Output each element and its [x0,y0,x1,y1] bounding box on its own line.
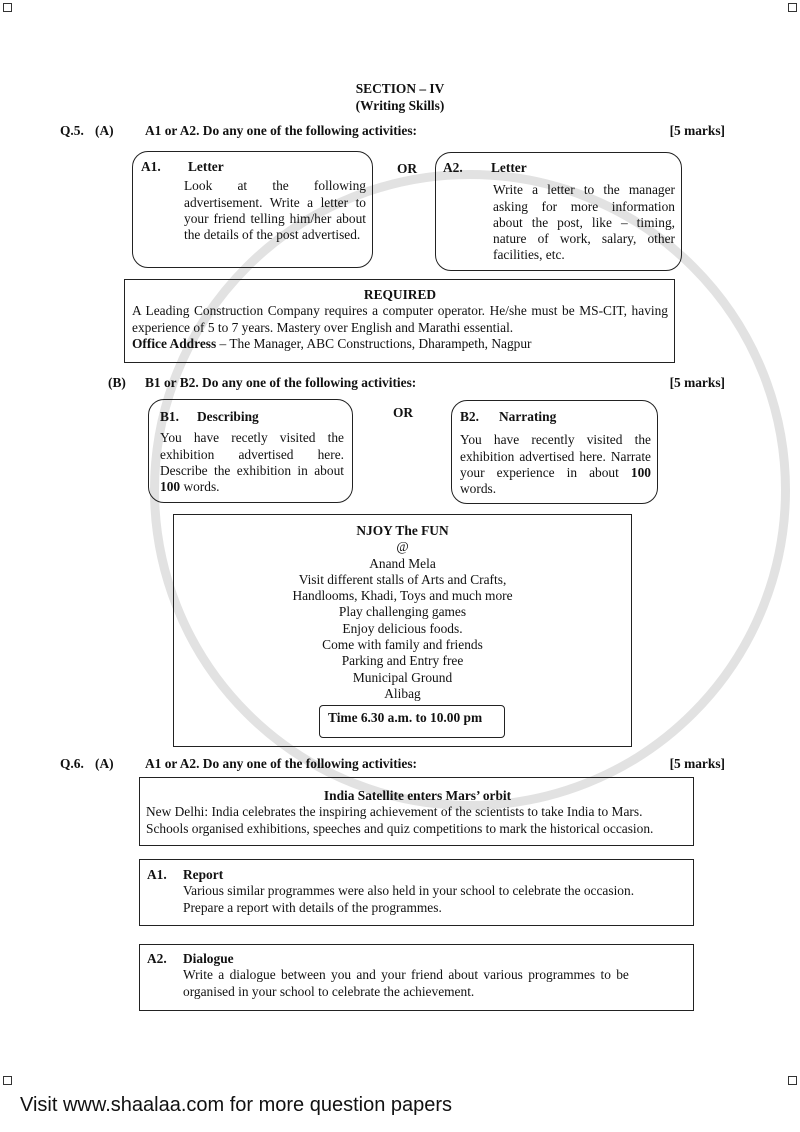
word-count: 100 [630,464,651,480]
poster-content [174,523,631,702]
activity-line: organised in your school to celebrate the achievement. [183,983,475,999]
part-label: (B) [108,375,126,390]
corner-mark [788,3,797,12]
poster-line: Parking and Entry free [341,653,464,669]
activity-body: Write a letter to the manager asking for more information about the post, like – timing, nature of work, salary, other facilities, etc. [493,182,675,263]
poster-line: Enjoy delicious foods. [342,620,463,636]
activity-code: B1. [160,409,179,424]
marks: [5 marks] [669,375,725,390]
address-text: – The Manager, ABC Constructions, Dharampeth, Nagpur [216,335,532,351]
activity-dialogue-box [139,944,694,1011]
ad-heading: REQUIRED [363,287,437,302]
question-number: Q.5. [60,123,84,138]
activity-title: Letter [188,159,224,174]
question-number: Q.6. [60,756,84,771]
activity-body [160,430,344,495]
activity-report-box [139,859,694,926]
news-headline: India Satellite enters Mars’ orbit [323,788,512,803]
poster-time: Time 6.30 a.m. to 10.00 pm [328,710,483,726]
activity-title: Narrating [499,409,557,424]
news-box [139,777,694,846]
activity-header [141,159,366,175]
poster-line: Alibag [384,685,421,701]
poster-time-box [319,705,505,738]
activity-a2-box [435,152,682,271]
ad-body: A Leading Construction Company requires a computer operator. He/she must be MS-CIT, having experience of 5 to 7 years. Mastery over English and Marathi essential. [132,303,668,335]
body-text: You have recetly visited the exhibition advertised here. Describe the exhibition in about [160,430,344,478]
activity-line: Various similar programmes were also held in your school to celebrate the occasion. [183,883,635,899]
activity-header [443,160,675,176]
poster-line: Anand Mela [369,555,436,571]
marks: [5 marks] [669,756,725,771]
activity-header [147,951,689,967]
poster-line: Municipal Ground [352,669,453,685]
activity-body [460,432,651,497]
poster-line: @ [396,539,409,555]
part-label: (A) [95,123,114,138]
poster-line: Handlooms, Khadi, Toys and much more [292,588,513,604]
poster-heading: NJOY The FUN [356,523,449,538]
news-line: New Delhi: India celebrates the inspiring achievement of the scientists to take India to Mars. [146,804,643,820]
corner-mark [3,1076,12,1085]
activity-code: B2. [460,409,479,424]
or-label: OR [397,161,418,176]
activity-title: Letter [491,160,527,175]
words-text: words. [180,479,220,495]
activity-title: Report [183,867,224,882]
activity-header [147,867,689,883]
activity-b2-box [451,400,658,504]
poster-line: Play challenging games [338,604,467,620]
instruction: B1 or B2. Do any one of the following activities: [145,375,417,390]
activity-code: A2. [443,160,463,175]
activity-title: Describing [197,409,259,424]
activity-b1-box [148,399,353,503]
activity-body: Look at the following advertisement. Write a letter to your friend telling him/her about the details of the post advertised. [184,178,366,243]
activity-code: A1. [141,159,161,174]
instruction: A1 or A2. Do any one of the following activities: [145,756,418,771]
job-advertisement [124,279,675,363]
corner-mark [3,3,12,12]
part-label: (A) [95,756,114,771]
news-line: Schools organised exhibitions, speeches and quiz competitions to mark the historical occasion. [146,820,654,836]
section-title: SECTION – IV [355,81,445,96]
activity-line: Prepare a report with details of the programmes. [183,899,442,915]
activity-header [460,409,651,425]
instruction: A1 or A2. Do any one of the following activities: [145,123,418,138]
poster-line: Visit different stalls of Arts and Crafts, [298,571,507,587]
activity-title: Dialogue [183,951,234,966]
poster-line: Come with family and friends [322,637,483,653]
activity-code: A2. [147,951,167,966]
footer-link-text[interactable]: Visit www.shaalaa.com for more question papers [20,1094,453,1116]
words-text: words. [460,481,497,497]
exhibition-poster [173,514,632,747]
address-label: Office Address [132,335,217,351]
activity-code: A1. [147,867,167,882]
activity-a1-box [132,151,373,268]
ad-address [132,336,668,352]
or-label: OR [393,405,414,420]
body-text: You have recently visited the exhibition advertised here. Narrate your experience in about [460,432,651,480]
section-subtitle: (Writing Skills) [355,98,445,113]
word-count: 100 [160,479,181,495]
marks: [5 marks] [669,123,725,138]
activity-line: Write a dialogue between you and your friend about various programmes to be [183,967,629,983]
activity-header [160,409,344,425]
corner-mark [788,1076,797,1085]
